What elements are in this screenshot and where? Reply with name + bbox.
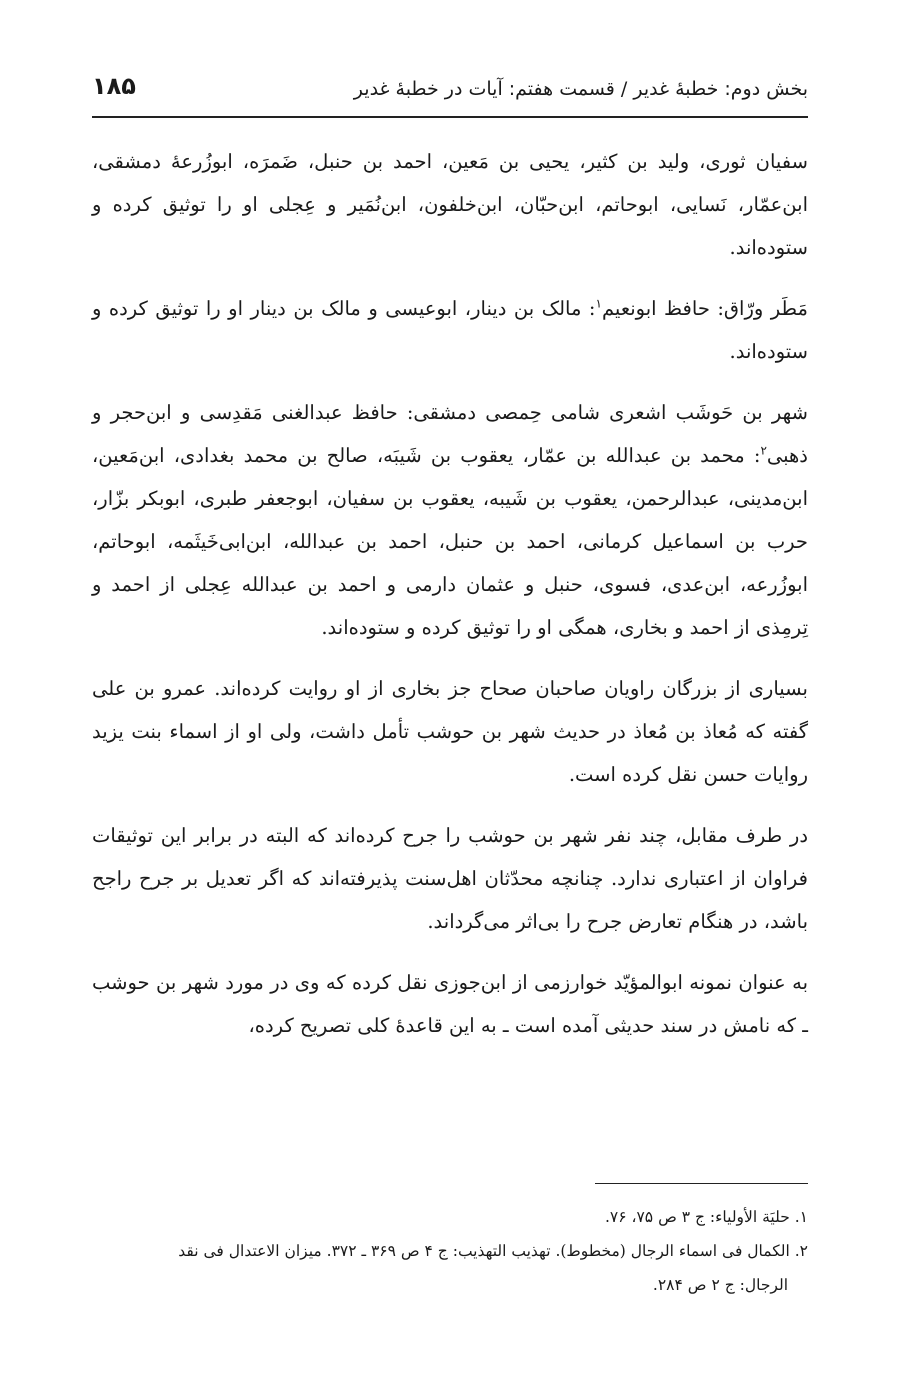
paragraph-4: بسیاری از بزرگان راویان صاحبان صحاح جز بخاری از او روایت کرده‌اند. عمرو بن علی گفته که مُعاذ بن مُعاذ در حدیث شهر بن حوشب تأمل داشت، ولی او از اسماء بنت یزید روایات حسن نقل کرده است. <box>92 677 808 786</box>
running-header <box>92 70 808 114</box>
footnote-ref-1: ۱ <box>595 296 602 311</box>
paragraph-6: به عنوان نمونه ابوالمؤیّد خوارزمی از ابن‌جوزی نقل کرده که وی در مورد شهر بن حوشب ـ که نامش در سند حدیثی آمده است ـ به این قاعدهٔ کلی تصریح کرده، <box>92 971 808 1037</box>
footnotes <box>92 1200 808 1302</box>
header-divider <box>92 116 808 118</box>
paragraph-1: سفیان ثوری، ولید بن کثیر، یحیی بن مَعین، احمد بن حنبل، ضَمرَه، ابوزُرعهٔ دمشقی، ابن‌عمّار، نَسایی، ابوحاتم، ابن‌حبّان، ابن‌خلفون، ابن‌نُمَیر و عِجلی او را توثیق کرده و ستوده‌اند. <box>92 150 808 259</box>
paragraph-3 <box>92 391 808 649</box>
paragraph-5: در طرف مقابل، چند نفر شهر بن حوشب را جرح کرده‌اند که البته در برابر این توثیقات فراوان از اعتباری ندارد. چنانچه محدّثان اهل‌سنت پذیرفته‌اند که اگر تعدیل بر جرح راجح باشد، در هنگام تعارض جرح را بی‌اثر می‌گرداند. <box>92 824 808 933</box>
footnote-1: ۱. حلیَة الأولیاء: ج ۳ ص ۷۵، ۷۶. <box>604 1208 808 1226</box>
paragraph-3-text-b: : محمد بن عبدالله بن عمّار، یعقوب بن شَیبَه، صالح بن محمد بغدادی، ابن‌مَعین، ابن‌مدینی، عبدالرحمن، یعقوب بن شَیبه، یعقوب بن سفیان، ابوجعفر طبری، ابوبکر بزّار، حرب بن اسماعیل کرمانی، احمد بن حنبل، احمد بن عبدالله، ابن‌ابی‌خَیثَمه، ابوحاتم، ابوزُرعه، ابن‌عدی، فسوی، حنبل و عثمان دارمی و احمد بن عبدالله عِجلی از احمد و تِرمِذی از احمد و بخاری، همگی او را توثیق کرده و ستوده‌اند. <box>92 444 808 639</box>
page-number: ۱۸۵ <box>92 72 136 100</box>
header-title: بخش دوم: خطبهٔ غدیر / قسمت هفتم: آیات در خطبهٔ غدیر <box>353 78 808 100</box>
paragraph-2-text-a: مَطَر ورّاق: حافظ ابونعیم <box>601 297 808 320</box>
footnote-divider <box>595 1183 808 1184</box>
footnote-2: ۲. الکمال فی اسماء الرجال (مخطوط). تهذیب التهذیب: ج ۴ ص ۳۶۹ ـ ۳۷۲. میزان الاعتدال فی نقد <box>178 1242 808 1260</box>
paragraph-2 <box>92 287 808 373</box>
footnote-ref-2: ۲ <box>760 443 767 458</box>
paragraph-2-text-b: : مالک بن دینار، ابوعیسی و مالک بن دینار او را توثیق کرده و ستوده‌اند. <box>92 297 808 363</box>
paragraph-3-text-a: شهر بن حَوشَب اشعری شامی حِمصی دمشقی: حافظ عبدالغنی مَقدِسی و ابن‌حجر و ذهبی <box>92 401 808 467</box>
footnote-2-continuation: الرجال: ج ۲ ص ۲۸۴. <box>652 1276 788 1294</box>
main-text <box>92 140 808 1065</box>
